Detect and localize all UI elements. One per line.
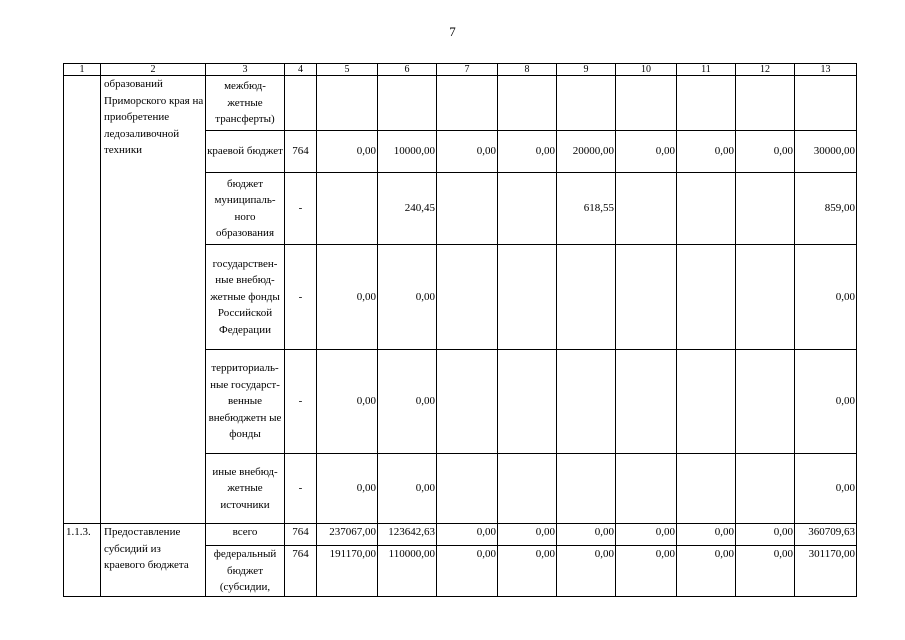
column-header: 5 [317, 64, 378, 76]
value-cell [498, 350, 557, 454]
value-cell: 360709,63 [795, 524, 857, 546]
value-cell: 0,00 [317, 454, 378, 524]
value-cell: 0,00 [317, 245, 378, 350]
value-cell [498, 173, 557, 245]
value-cell [736, 350, 795, 454]
funding-source: краевой бюджет [206, 131, 285, 173]
value-cell [378, 76, 437, 131]
value-cell: 0,00 [437, 131, 498, 173]
value-cell: 0,00 [677, 131, 736, 173]
value-cell: 859,00 [795, 173, 857, 245]
value-cell [677, 350, 736, 454]
value-cell [437, 454, 498, 524]
column-header: 4 [285, 64, 317, 76]
budget-code: - [285, 245, 317, 350]
value-cell: 0,00 [795, 350, 857, 454]
column-header: 3 [206, 64, 285, 76]
value-cell [317, 173, 378, 245]
value-cell: 0,00 [795, 454, 857, 524]
value-cell [437, 173, 498, 245]
value-cell: 0,00 [677, 524, 736, 546]
value-cell: 301170,00 [795, 546, 857, 597]
column-header: 9 [557, 64, 616, 76]
value-cell [557, 350, 616, 454]
value-cell [736, 245, 795, 350]
value-cell [616, 454, 677, 524]
budget-code: 764 [285, 524, 317, 546]
table-row [64, 76, 857, 131]
value-cell [437, 245, 498, 350]
value-cell [557, 454, 616, 524]
budget-table [63, 63, 857, 597]
value-cell: 110000,00 [378, 546, 437, 597]
value-cell: 0,00 [557, 524, 616, 546]
column-header: 13 [795, 64, 857, 76]
value-cell [616, 76, 677, 131]
column-header: 12 [736, 64, 795, 76]
value-cell [736, 76, 795, 131]
value-cell [616, 350, 677, 454]
value-cell: 0,00 [557, 546, 616, 597]
value-cell: 0,00 [317, 131, 378, 173]
value-cell [677, 245, 736, 350]
column-header: 6 [378, 64, 437, 76]
row-number-cell [64, 76, 101, 524]
value-cell: 0,00 [616, 524, 677, 546]
value-cell: 0,00 [616, 546, 677, 597]
value-cell: 191170,00 [317, 546, 378, 597]
value-cell: 237067,00 [317, 524, 378, 546]
budget-code [285, 76, 317, 131]
funding-source: федеральный бюджет (субсидии, [206, 546, 285, 597]
budget-code: - [285, 173, 317, 245]
budget-code: - [285, 454, 317, 524]
value-cell: 0,00 [437, 524, 498, 546]
measure-description: Предоставление субсидий из краевого бюджета [101, 524, 206, 597]
value-cell: 0,00 [498, 131, 557, 173]
value-cell [616, 173, 677, 245]
funding-source: межбюд-жетные трансферты) [206, 76, 285, 131]
table-row [64, 524, 857, 546]
value-cell: 0,00 [677, 546, 736, 597]
value-cell [736, 454, 795, 524]
value-cell: 0,00 [378, 350, 437, 454]
funding-source: всего [206, 524, 285, 546]
value-cell: 0,00 [378, 454, 437, 524]
column-header: 10 [616, 64, 677, 76]
column-header-row [64, 64, 857, 76]
value-cell: 10000,00 [378, 131, 437, 173]
value-cell [677, 76, 736, 131]
value-cell [795, 76, 857, 131]
value-cell [677, 454, 736, 524]
value-cell [616, 245, 677, 350]
value-cell [437, 350, 498, 454]
value-cell [498, 245, 557, 350]
column-header: 1 [64, 64, 101, 76]
funding-source: бюджет муниципаль-ного образования [206, 173, 285, 245]
value-cell [557, 245, 616, 350]
value-cell: 0,00 [795, 245, 857, 350]
value-cell: 123642,63 [378, 524, 437, 546]
page-number: 7 [449, 24, 456, 39]
value-cell [557, 76, 616, 131]
value-cell: 240,45 [378, 173, 437, 245]
budget-code: 764 [285, 546, 317, 597]
value-cell: 0,00 [317, 350, 378, 454]
value-cell: 0,00 [437, 546, 498, 597]
funding-source: государствен-ные внебюд-жетные фонды Российской Федерации [206, 245, 285, 350]
funding-source: иные внебюд-жетные источники [206, 454, 285, 524]
column-header: 8 [498, 64, 557, 76]
value-cell: 0,00 [498, 546, 557, 597]
value-cell: 30000,00 [795, 131, 857, 173]
funding-source: территориаль-ные государст-венные внебюджетн ые фонды [206, 350, 285, 454]
value-cell: 0,00 [378, 245, 437, 350]
column-header: 2 [101, 64, 206, 76]
value-cell: 0,00 [736, 546, 795, 597]
value-cell: 618,55 [557, 173, 616, 245]
budget-code: 764 [285, 131, 317, 173]
value-cell [317, 76, 378, 131]
value-cell: 0,00 [616, 131, 677, 173]
value-cell: 0,00 [736, 524, 795, 546]
column-header: 11 [677, 64, 736, 76]
measure-description: образований Приморского края на приобретение ледозаливочной техники [101, 76, 206, 524]
value-cell: 0,00 [498, 524, 557, 546]
value-cell [736, 173, 795, 245]
value-cell [677, 173, 736, 245]
row-number-cell: 1.1.3. [64, 524, 101, 597]
value-cell: 0,00 [736, 131, 795, 173]
budget-code: - [285, 350, 317, 454]
value-cell [498, 454, 557, 524]
column-header: 7 [437, 64, 498, 76]
value-cell: 20000,00 [557, 131, 616, 173]
value-cell [437, 76, 498, 131]
value-cell [498, 76, 557, 131]
